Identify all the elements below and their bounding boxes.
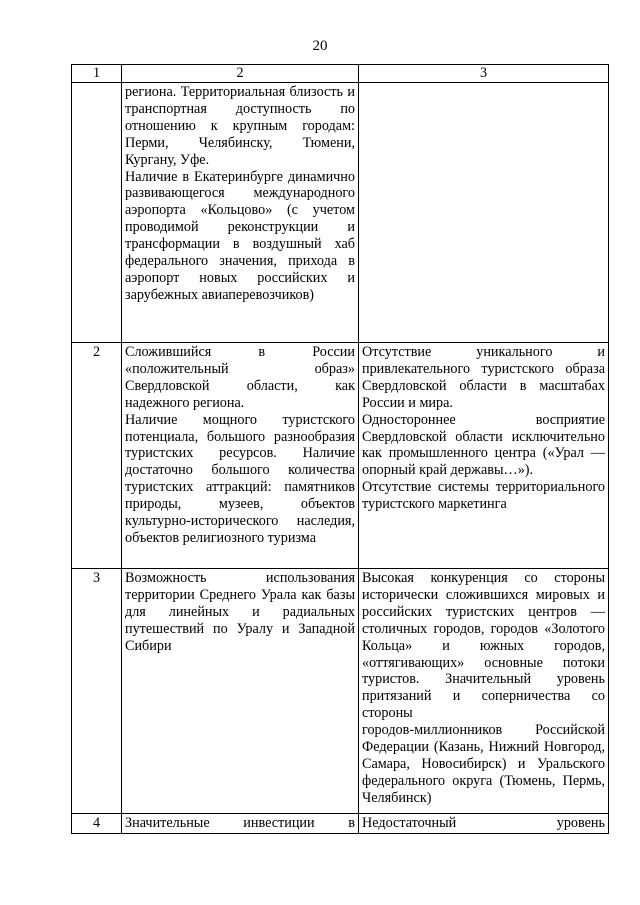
paragraph: Высокая конкуренция со стороны исторически сложившихся мировых и российских туристских центров — столичных городов, городов «Золотого Кольца» и южных городов, «оттягивающих» основные потоки туристов. Значительный уровень притязаний и соперничества со стороны: [362, 570, 605, 722]
paragraph: Наличие в Екатеринбурге динамично развивающегося международного аэропорта «Кольцово» (с учетом проводимой реконструкции и трансформации в воздушный хаб федерального значения, прихода в аэропорт новых российских и зарубежных авиаперевозчиков): [125, 168, 355, 303]
paragraph: Сложившийся в России «положительный образ» Свердловской области, как надежного региона.: [125, 344, 355, 411]
page-number: 20: [312, 38, 328, 54]
strengths-cell: [122, 814, 359, 834]
header-cell-2: 2: [122, 65, 359, 83]
strengths-cell: [122, 83, 359, 343]
paragraph: Значительные инвестиции в: [125, 815, 355, 831]
weaknesses-cell: [359, 83, 609, 343]
header-cell-3: 3: [359, 65, 609, 83]
paragraph: Одностороннее восприятие Свердловской области исключительно как промышленного центра («Урал — опорный край державы…»).: [362, 411, 605, 479]
table-row: [72, 83, 609, 343]
table-header-row: [72, 65, 609, 83]
weaknesses-cell: [359, 569, 609, 814]
header-cell-1: 1: [72, 65, 122, 83]
paragraph: Наличие мощного туристского потенциала, большого разнообразия туристских ресурсов. Наличие достаточно большого количества туристских аттракций: памятников природы, музеев, объектов культурно-исторического наследия, объектов религиозного туризма: [125, 411, 355, 546]
row-number: 4: [72, 814, 122, 834]
table-row: [72, 569, 609, 814]
paragraph: Возможность использования территории Среднего Урала как базы для линейных и радиальных путешествий по Уралу и Западной Сибири: [125, 570, 355, 654]
strengths-cell: [122, 569, 359, 814]
table-row: [72, 814, 609, 834]
strengths-cell: [122, 343, 359, 569]
paragraph: Отсутствие уникального и привлекательного туристского образа Свердловской области в масштабах России и мира.: [362, 344, 605, 411]
row-number: 2: [72, 343, 122, 569]
document-table: [71, 64, 609, 834]
paragraph: Отсутствие системы территориального туристского маркетинга: [362, 479, 605, 513]
row-number: [72, 83, 122, 343]
paragraph: Недостаточный уровень: [362, 815, 605, 831]
paragraph: городов-миллионников Российской Федерации (Казань, Нижний Новгород, Самара, Новосибирск) и Уральского федерального округа (Тюмень, Пермь, Челябинск): [362, 722, 605, 806]
weaknesses-cell: [359, 343, 609, 569]
paragraph: региона. Территориальная близость и транспортная доступность по отношению к крупным городам: Перми, Челябинску, Тюмени, Кургану, Уфе.: [125, 84, 355, 168]
table-row: [72, 343, 609, 569]
weaknesses-cell: [359, 814, 609, 834]
row-number: 3: [72, 569, 122, 814]
